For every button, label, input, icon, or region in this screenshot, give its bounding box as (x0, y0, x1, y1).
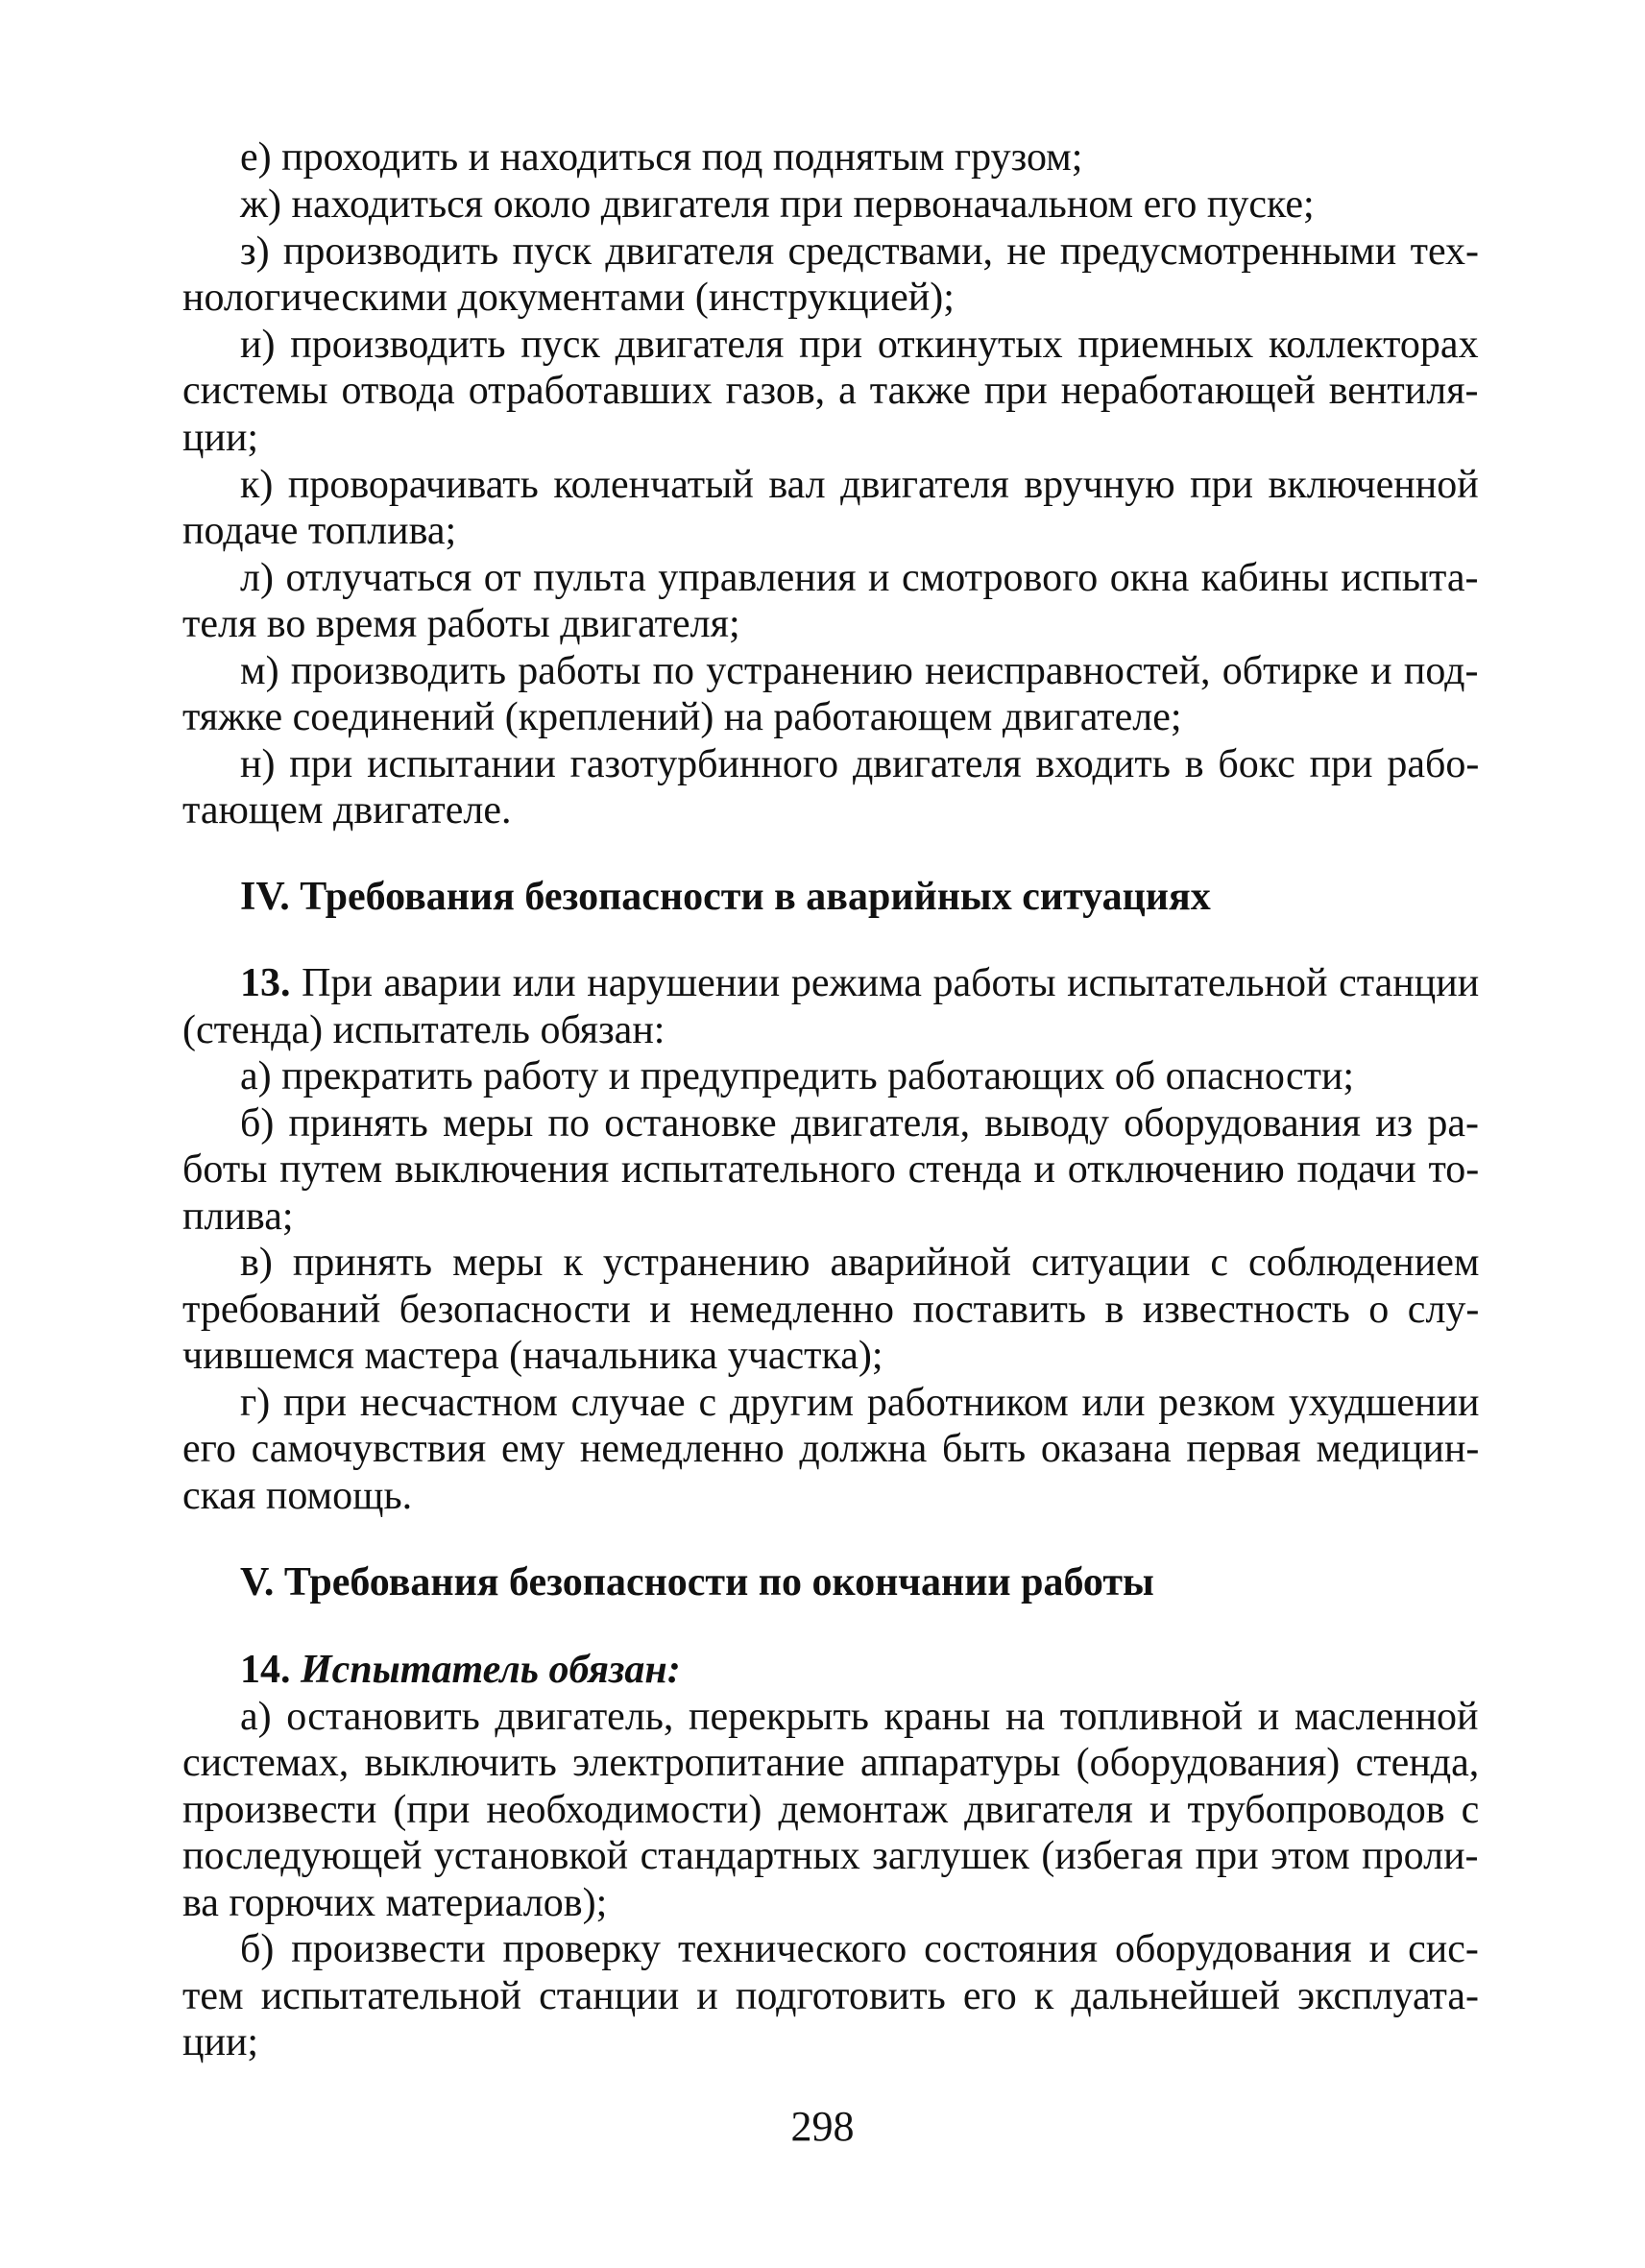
section-5-item-b-line1: б) произвести проверку технического состояния оборудования и сис- (240, 1927, 1479, 1971)
page-number: 298 (790, 2103, 855, 2150)
section-5-heading: V. Требования безопасности по окончании работы (240, 1560, 1154, 1604)
section-4-item-v-line3: чившемся мастера (начальника участка); (182, 1334, 883, 1378)
paragraph-13-line2: (стенда) испытатель обязан: (182, 1008, 665, 1052)
section-4-item-b-line2: боты путем выключения испытательного стенда и отключению подачи то- (182, 1147, 1480, 1192)
list-item-n-line1: н) при испытании газотурбинного двигателя входить в бокс при рабо- (240, 742, 1480, 786)
section-5-item-a-line5: ва горючих материалов); (182, 1881, 608, 1925)
paragraph-14-line (240, 1647, 681, 1693)
section-4-heading: IV. Требования безопасности в аварийных ситуациях (240, 875, 1211, 919)
list-item-zh: ж) находиться около двигателя при первоначальном его пуске; (240, 182, 1315, 227)
section-5-item-a-line1: а) остановить двигатель, перекрыть краны на топливной и масленной (240, 1695, 1479, 1739)
list-item-l-line2: теля во время работы двигателя; (182, 602, 740, 646)
paragraph-14-number: 14. (240, 1648, 291, 1692)
section-4-item-g-line2: его самочувствия ему немедленно должна быть оказана первая медицин- (182, 1427, 1480, 1471)
paragraph-13-number: 13. (240, 961, 291, 1005)
list-item-e: е) проходить и находиться под поднятым грузом; (240, 135, 1083, 180)
section-4-item-a: а) прекратить работу и предупредить работающих об опасности; (240, 1054, 1355, 1098)
section-4-item-b-line3: плива; (182, 1194, 294, 1239)
list-item-i-line1: и) производить пуск двигателя при откинутых приемных коллекторах (240, 323, 1479, 367)
list-item-k-line1: к) проворачивать коленчатый вал двигателя вручную при включенной (240, 463, 1479, 507)
paragraph-13-text: При аварии или нарушении режима работы испытательной станции (290, 961, 1480, 1005)
section-5-item-b-line2: тем испытательной станции и подготовить его к дальнейшей эксплуата- (182, 1974, 1480, 2018)
section-4-item-b-line1: б) принять меры по остановке двигателя, выводу оборудования из ра- (240, 1101, 1479, 1146)
list-item-k-line2: подаче топлива; (182, 509, 457, 553)
section-4-item-v-line1: в) принять меры к устранению аварийной ситуации с соблюдением (240, 1241, 1480, 1285)
paragraph-13-line1 (240, 960, 1479, 1006)
section-4-item-v-line2: требований безопасности и немедленно поставить в известность о слу- (182, 1288, 1480, 1332)
section-5-item-a-line4: последующей установкой стандартных заглушек (избегая при этом проли- (182, 1834, 1479, 1878)
list-item-m-line1: м) производить работы по устранению неисправностей, обтирке и под- (240, 649, 1479, 693)
list-item-n-line2: тающем двигателе. (182, 788, 512, 832)
list-item-i-line3: ции; (182, 416, 259, 460)
list-item-z-line1: з) производить пуск двигателя средствами, не предусмотренными тех- (240, 229, 1480, 274)
section-5-item-b-line3: ции; (182, 2020, 259, 2064)
section-4-item-g-line1: г) при несчастном случае с другим работником или резком ухудшении (240, 1381, 1480, 1425)
section-5-item-a-line2: системах, выключить электропитание аппаратуры (оборудования) стенда, (182, 1741, 1480, 1785)
list-item-z-line2: нологическими документами (инструкцией); (182, 276, 955, 320)
list-item-i-line2: системы отвода отработавших газов, а также при неработающей вентиля- (182, 369, 1479, 413)
section-5-item-a-line3: произвести (при необходимости) демонтаж двигателя и трубопроводов с (182, 1788, 1480, 1832)
paragraph-14-title: Испытатель обязан: (290, 1648, 681, 1692)
section-4-item-g-line3: ская помощь. (182, 1474, 413, 1518)
list-item-m-line2: тяжке соединений (креплений) на работающем двигателе; (182, 695, 1182, 739)
list-item-l-line1: л) отлучаться от пульта управления и смотрового окна кабины испыта- (240, 556, 1479, 600)
